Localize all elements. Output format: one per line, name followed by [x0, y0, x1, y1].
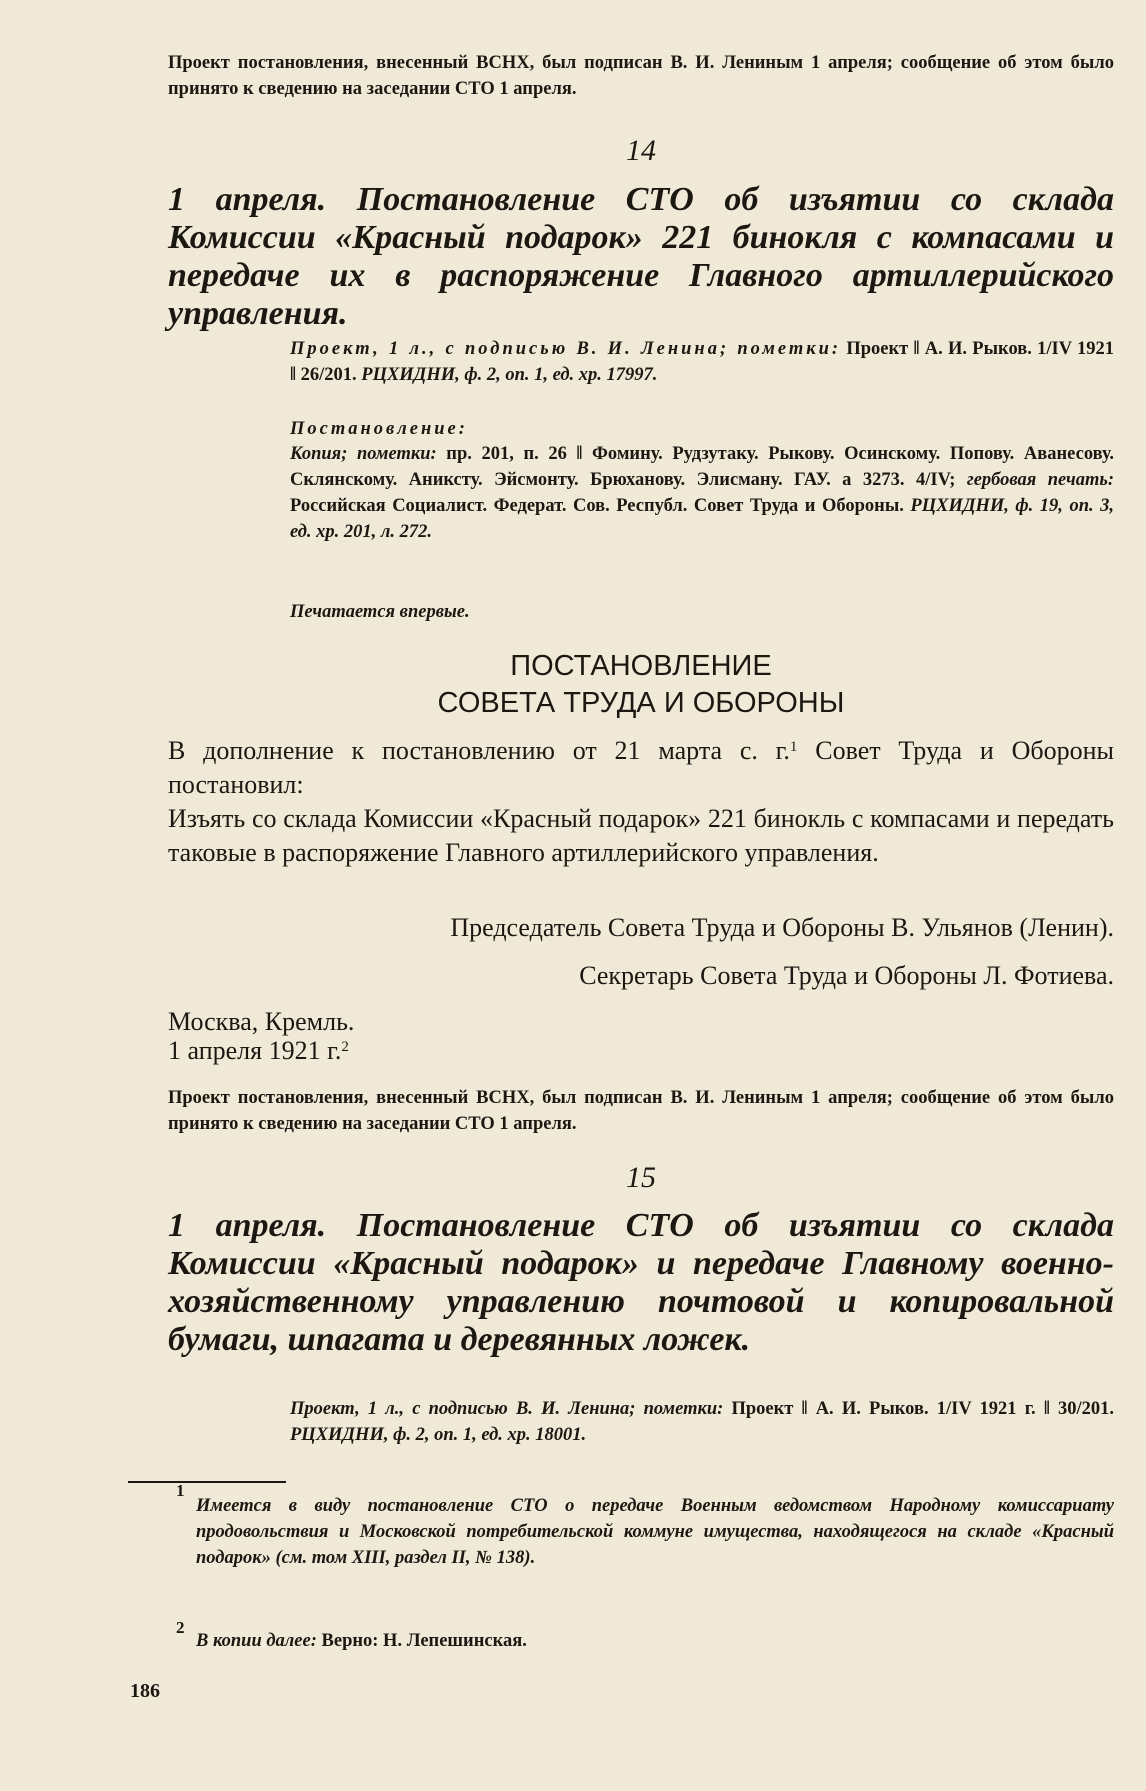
footnote-2-label: В копии далее:: [196, 1631, 317, 1651]
footnote-ref-1: 1: [789, 739, 798, 755]
date: [168, 1034, 1114, 1068]
date-text: 1 апреля 1921 г.: [168, 1036, 342, 1065]
doc15-source-label: Проект, 1 л., с подписью В. И. Ленина; пометки:: [290, 1399, 724, 1419]
resolution-title-line-2: СОВЕТА ТРУДА И ОБОРОНЫ: [437, 687, 845, 719]
document-14-source-resolution-title: [290, 416, 1114, 442]
place: Москва, Кремль.: [168, 1007, 355, 1036]
source-draft-archive: РЦХИДНИ, ф. 2, оп. 1, ед. хр. 17997.: [361, 365, 658, 385]
paragraph-1-text-b: Совет Труда и Обороны постановил:: [168, 736, 1114, 799]
source-seal-text: Российская Социалист. Федерат. Сов. Республ. Совет Труда и Обороны.: [290, 496, 904, 516]
document-14-heading: 1 апреля. Постановление СТО об изъятии со склада Комиссии «Красный подарок» 221 бинокля с компасами и передаче их в распоряжение Главного артиллерийского управления.: [168, 181, 1114, 332]
footnote-divider: [128, 1481, 286, 1483]
source-copy-marks: пр. 201, п. 26 ‖ Фомину. Рудзутаку. Рыкову. Осинскому. Попову. Аванесову. Склянскому. Аниксту. Эйсмонту. Брюханову. Элисману. ГАУ. а 3273. 4/IV;: [290, 444, 1114, 490]
document-15-heading: 1 апреля. Постановление СТО об изъятии со склада Комиссии «Красный подарок» и передаче Главному военно-хозяйственному управлению почтовой и копировальной бумаги, шпагата и деревянных ложек.: [168, 1207, 1114, 1358]
document-14-first-print: [290, 599, 1114, 625]
footnote-1-mark: 1: [176, 1481, 185, 1500]
source-copy-label: Копия; пометки:: [290, 444, 437, 464]
source-draft-label: Проект, 1 л., с подписью В. И. Ленина; пометки:: [290, 339, 842, 359]
paragraph-1-text-a: В дополнение к постановлению от 21 марта с. г.: [168, 736, 790, 765]
footnote-ref-2: 2: [341, 1039, 349, 1055]
footnote-2-mark: 2: [176, 1618, 185, 1637]
document-14-note: Проект постановления, внесенный ВСНХ, был подписан В. И. Лениным 1 апреля; сообщение об этом было принято к сведению на заседании СТО 1 апреля.: [168, 1088, 1114, 1134]
source-resolution-title: Постановление:: [290, 419, 468, 439]
doc15-source-archive: РЦХИДНИ, ф. 2, оп. 1, ед. хр. 18001.: [290, 1425, 587, 1445]
source-seal-label: гербовая печать:: [966, 470, 1114, 490]
resolution-paragraph-1: [168, 734, 1114, 802]
document-14-source-copy: [290, 441, 1114, 545]
signature-chairman: Председатель Совета Труда и Обороны В. Ульянов (Ленин).: [450, 913, 1114, 942]
footnote-2: [196, 1628, 1114, 1654]
resolution-title-line-1: ПОСТАНОВЛЕНИЕ: [510, 650, 772, 682]
document-number-14: 14: [626, 134, 656, 167]
first-print-text: Печатается впервые.: [290, 602, 470, 622]
resolution-title: [168, 648, 1114, 722]
document-number-15: 15: [626, 1161, 656, 1194]
source-copy-archive: РЦХИДНИ, ф. 19, оп. 3, ед. хр. 201, л. 272.: [290, 496, 1115, 542]
footnote-2-text: Верно: Н. Лепешинская.: [321, 1631, 527, 1651]
source-draft-marks: Проект ‖ А. И. Рыков. 1/IV 1921 ‖ 26/201.: [290, 339, 1114, 385]
footnote-1-text: Имеется в виду постановление СТО о передаче Военным ведомством Народному комиссариату продовольствия и Московской потребительской коммуне имущества, находящегося на складе «Красный подарок» (см. том XIII, раздел II, № 138).: [196, 1496, 1114, 1568]
document-14-source-draft: [290, 336, 1114, 388]
document-15-source: [290, 1396, 1114, 1448]
signature-secretary: Секретарь Совета Труда и Обороны Л. Фотиева.: [579, 961, 1114, 990]
page-number: 186: [130, 1680, 160, 1702]
top-note: Проект постановления, внесенный ВСНХ, был подписан В. И. Лениным 1 апреля; сообщение об этом было принято к сведению на заседании СТО 1 апреля.: [168, 53, 1114, 99]
doc15-source-marks: Проект ‖ А. И. Рыков. 1/IV 1921 г. ‖ 30/201.: [731, 1399, 1114, 1419]
resolution-paragraph-2: Изъять со склада Комиссии «Красный подарок» 221 бинокль с компасами и передать таковые в распоряжение Главного артиллерийского управления.: [168, 804, 1114, 867]
